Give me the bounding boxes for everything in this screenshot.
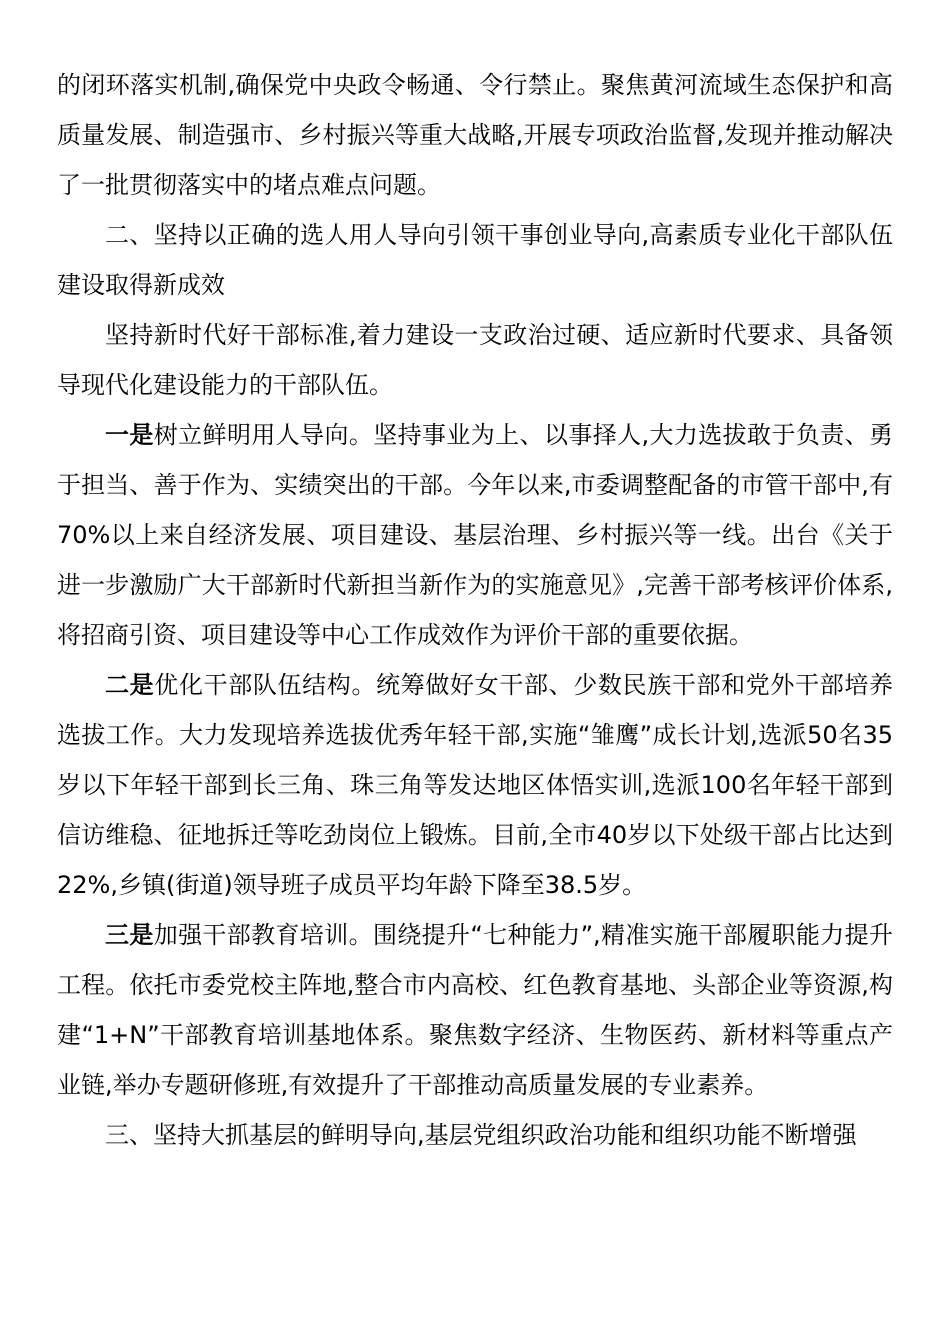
paragraph-text: 坚持新时代好干部标准,着力建设一支政治过硬、适应新时代要求、具备领导现代化建设能力的干部队伍。 (57, 321, 893, 399)
paragraph-text: 优化干部队伍结构。统筹做好女干部、少数民族干部和党外干部培养选拔工作。大力发现培养选拔优秀年轻干部,实施“雏鹰”成长计划,选派50名35岁以下年轻干部到长三角、珠三角等发达地区体悟实训,选派100名年轻干部到信访维稳、征地拆迁等吃劲岗位上锻炼。目前,全市40岁以下处级干部占比达到22%,乡镇(街道)领导班子成员平均年龄下降至38.5岁。 (57, 671, 894, 899)
paragraph-continuation (57, 60, 893, 210)
paragraph-text: 树立鲜明用人导向。坚持事业为上、以事择人,大力选拔敢于负责、勇于担当、善于作为、实绩突出的干部。今年以来,市委调整配备的市管干部中,有70%以上来自经济发展、项目建设、基层治理、乡村振兴等一线。出台《关于进一步激励广大干部新时代新担当新作为的实施意见》,完善干部考核评价体系,将招商引资、项目建设等中心工作成效作为评价干部的重要依据。 (57, 421, 893, 649)
heading-text: 二、坚持以正确的选人用人导向引领干事创业导向,高素质专业化干部队伍建设取得新成效 (57, 221, 893, 299)
paragraph-point-two (57, 660, 893, 910)
point-lead: 二是 (105, 671, 155, 699)
paragraph-point-three (57, 910, 893, 1110)
paragraph-text: 的闭环落实机制,确保党中央政令畅通、令行禁止。聚焦黄河流域生态保护和高质量发展、制造强市、乡村振兴等重大战略,开展专项政治监督,发现并推动解决了一批贯彻落实中的堵点难点问题。 (57, 71, 893, 199)
document-page (57, 60, 893, 1160)
section-heading-three (57, 1110, 893, 1160)
paragraph-point-one (57, 410, 893, 660)
paragraph-intro (57, 310, 893, 410)
point-lead: 三是 (105, 921, 154, 949)
heading-text: 三、坚持大抓基层的鲜明导向,基层党组织政治功能和组织功能不断增强 (105, 1121, 857, 1149)
section-heading-two (57, 210, 893, 310)
point-lead: 一是 (105, 421, 154, 449)
paragraph-text: 加强干部教育培训。围绕提升“七种能力”,精准实施干部履职能力提升工程。依托市委党校主阵地,整合市内高校、红色教育基地、头部企业等资源,构建“1+N”干部教育培训基地体系。聚焦数字经济、生物医药、新材料等重点产业链,举办专题研修班,有效提升了干部推动高质量发展的专业素养。 (57, 921, 893, 1099)
